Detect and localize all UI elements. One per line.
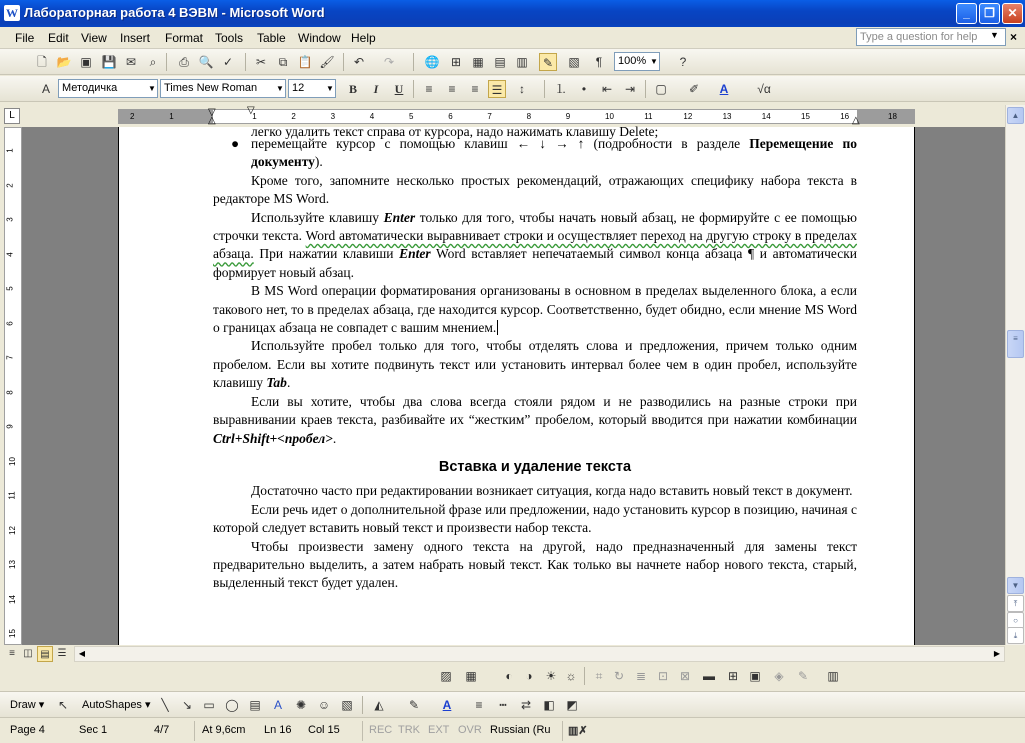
paragraph-7: Если речь идет о дополнительной фразе или предложении, надо установить курсор в позицию, начиная с которой следует вставить новый текст и произвести набор текста. (213, 501, 857, 536)
status-rec[interactable]: REC (369, 724, 393, 736)
vertical-ruler-number: 6 (5, 320, 15, 326)
select-objects-icon[interactable]: ↖ (57, 698, 69, 712)
dash-style-icon[interactable]: ┅ (499, 698, 507, 712)
ruler-number: 8 (526, 112, 532, 121)
scroll-down-icon[interactable]: ▼ (1007, 577, 1024, 594)
document-page[interactable] (118, 124, 915, 645)
columns-icon[interactable]: ▥ (516, 55, 528, 69)
p2-text-c: При нажатии клавиши (253, 246, 400, 262)
first-line-indent-marker[interactable]: ▽ (208, 107, 216, 118)
draw-menu-button[interactable]: Draw ▾ (10, 699, 45, 711)
canvas-options-icon[interactable]: ▥ (827, 669, 839, 683)
document-area (22, 124, 1005, 645)
search-icon[interactable]: ⌕ (149, 55, 157, 69)
p2-text-d: Word вставляет непечатаемый символ конца абзаца ¶ и автоматически формирует новый абзац. (213, 246, 857, 280)
p5-text-a: Если вы хотите, чтобы два слова всегда стояли рядом и не разводились на разные строки при выравнивании краев текста, разбивайте их “жестким” пробелом, который вводится при нажатии комбинации (213, 393, 857, 428)
ruler-number: 9 (565, 112, 571, 121)
recolor-icon[interactable]: ◈ (774, 669, 784, 683)
p4-text-a: Используйте пробел только для того, чтобы отделять слова и предложения, причем только одним пробелом. Если вы хотите подвинуть текст или установить интервал более чем в один пробел, используйте клавишу (213, 338, 857, 391)
select-browse-object-icon[interactable]: ○ (1007, 612, 1024, 629)
compress-icon[interactable]: ⊡ (657, 669, 669, 683)
vertical-ruler-number: 1 (5, 148, 15, 153)
menu-edit[interactable]: Edit (48, 31, 69, 45)
status-language: Russian (Ru (490, 724, 551, 736)
highlight-icon[interactable]: ✐ (688, 82, 700, 96)
p2-text-b: только для того, чтобы начать новый абзац, не формируйте с ее помощью строчки текста. (213, 209, 857, 244)
status-line: Ln 16 (264, 724, 292, 736)
edit-icon[interactable]: ✎ (797, 669, 809, 683)
close-button[interactable]: ✕ (1002, 3, 1023, 24)
line-weight-icon[interactable]: ≡ (475, 698, 483, 712)
next-page-icon[interactable]: ⤓ (1007, 627, 1024, 644)
bullets-icon[interactable]: • (581, 82, 587, 96)
word-app-icon[interactable]: W (6, 6, 18, 20)
paragraph-2 (213, 209, 857, 283)
scroll-left-icon[interactable]: ◀ (78, 649, 86, 658)
drawing-icon[interactable]: ✎ (539, 53, 557, 71)
reset-picture-icon[interactable]: ▣ (749, 669, 761, 683)
ruler-right-margin (857, 109, 915, 124)
vertical-ruler-number: 12 (7, 525, 17, 535)
print-icon[interactable]: ⎙ (179, 55, 189, 69)
format-picture-icon[interactable]: ▬ (703, 669, 715, 683)
title-bar (0, 0, 1025, 27)
vertical-ruler-number: 11 (7, 491, 17, 500)
menu-view[interactable]: View (81, 31, 107, 45)
right-indent-marker[interactable]: △ (852, 115, 860, 126)
horizontal-scroll-row (0, 645, 1025, 663)
rotate-icon[interactable]: ↻ (613, 669, 625, 683)
p2-grammar-flag: Word автоматически выравнивает строки и осуществляет переход на другую строку в пределах абзаца. (213, 228, 858, 262)
help-dropdown-icon[interactable]: ▼ (990, 30, 999, 40)
more-brightness-icon[interactable]: ☀ (545, 669, 557, 683)
ruler-number: 16 (840, 112, 850, 121)
hanging-indent-marker[interactable]: ▽ (247, 105, 255, 116)
bold-icon[interactable]: B (348, 82, 357, 96)
previous-page-icon[interactable]: ⤒ (1007, 595, 1024, 612)
italic-icon[interactable]: I (373, 82, 379, 96)
paragraph-3 (213, 282, 857, 337)
picture-toolbar (0, 663, 1025, 689)
undo-icon[interactable]: ↶ (353, 55, 365, 69)
shadow-icon[interactable]: ◧ (543, 698, 555, 712)
vertical-ruler[interactable] (4, 127, 22, 645)
format-painter-icon[interactable]: 🖌 (319, 55, 335, 69)
equation-icon[interactable]: √α (757, 82, 771, 96)
ruler-number: 5 (409, 112, 414, 121)
text-wrap-icon[interactable]: ⊠ (679, 669, 691, 683)
ruler-number: 18 (888, 112, 897, 121)
standard-toolbar (0, 49, 1025, 75)
more-contrast-icon[interactable]: ◐ (505, 669, 513, 683)
p5-text-b: . (332, 430, 337, 446)
font-size-select[interactable]: 12 (288, 79, 336, 98)
ruler-number: 7 (487, 112, 492, 121)
document-text[interactable] (213, 124, 858, 593)
p2-text-a: Используйте клавишу (251, 209, 384, 225)
line-icon[interactable]: ╲ (161, 698, 169, 712)
status-page: Page 4 (10, 724, 45, 736)
line-spacing-icon[interactable]: ↕ (519, 82, 525, 96)
menu-table[interactable]: Table (257, 31, 286, 45)
bullet-bold-link: Перемещение по документу (251, 136, 857, 170)
arrow-icon[interactable]: ↘ (181, 698, 193, 712)
document-map-icon[interactable]: ▧ (568, 55, 580, 69)
ruler-number: 1 (252, 112, 257, 121)
permission-icon[interactable]: ▣ (80, 55, 92, 69)
status-trk[interactable]: TRK (398, 724, 420, 736)
less-brightness-icon[interactable]: ☼ (565, 669, 577, 683)
crop-icon[interactable]: ⌗ (595, 669, 603, 683)
bullet-item (213, 135, 857, 172)
text-box-icon[interactable]: ▤ (249, 698, 261, 712)
arrow-style-icon[interactable]: ⇄ (520, 698, 532, 712)
drawing-toolbar (0, 691, 1025, 717)
tables-borders-icon[interactable]: ⊞ (450, 55, 462, 69)
font-color-icon[interactable]: A (719, 82, 729, 96)
spelling-icon[interactable]: ✓ (222, 55, 234, 69)
cut-off-line: легко удалить текст справа от курсора, надо нажимать клавишу Delete; (251, 124, 659, 139)
email-icon[interactable]: ✉ (125, 55, 137, 69)
paragraph-6: Достаточно часто при редактировании возникает ситуация, когда надо вставить новый текст в документ. (251, 483, 853, 499)
text-cursor (497, 320, 498, 335)
justify-icon[interactable]: ☰ (488, 80, 506, 98)
clip-art-icon[interactable]: ☺ (317, 698, 331, 712)
print-layout-icon[interactable]: ▤ (37, 646, 53, 662)
restore-button[interactable]: ❐ (979, 3, 1000, 24)
status-ovr[interactable]: OVR (458, 724, 482, 736)
ruler-number: 2 (291, 112, 296, 121)
scroll-right-icon[interactable]: ▶ (993, 649, 1001, 658)
menu-file[interactable]: File (15, 31, 35, 45)
status-ext[interactable]: EXT (428, 724, 450, 736)
paragraph-5 (213, 393, 857, 448)
cut-icon[interactable]: ✂ (255, 55, 267, 69)
style-dropdown-icon[interactable]: ▼ (148, 84, 156, 93)
redo-icon[interactable]: ↷ (383, 55, 395, 69)
font-size-dropdown-icon[interactable]: ▼ (326, 84, 334, 93)
vertical-ruler-number: 10 (7, 456, 17, 466)
p2-key-enter-2: Enter (399, 246, 431, 262)
style-select[interactable]: Методичка (58, 79, 158, 98)
document-close-icon[interactable]: × (1010, 30, 1018, 44)
set-transparent-icon[interactable]: ⊞ (727, 669, 739, 683)
picture-icon[interactable]: ▧ (341, 698, 353, 712)
vertical-ruler-number: 13 (7, 560, 17, 569)
p3-text: В MS Word операции форматирования организованы в основном в пределах выделенного блока, а если такового нет, то в пределах абзаца, где находится курсор. Соответственно, будет обидно, если мнение MS Word о границах абзаца не совпадет с вашим мнением. (213, 283, 857, 336)
increase-indent-icon[interactable]: ⇥ (624, 82, 636, 96)
section-heading: Вставка и удаление текста (438, 458, 632, 475)
p2-key-enter: Enter (383, 209, 416, 225)
formatting-toolbar (0, 76, 1025, 102)
oval-icon[interactable]: ◯ (225, 698, 239, 712)
vertical-ruler-number: 14 (7, 594, 17, 604)
paragraph-1: Кроме того, запомните несколько простых рекомендаций, отражающих специфику набора текста в редакторе MS Word. (213, 172, 857, 207)
ruler-number: 10 (605, 112, 614, 121)
window-title: Лабораторная работа 4 ВЭВМ - Microsoft Word (24, 5, 325, 20)
status-column: Col 15 (308, 724, 340, 736)
scroll-thumb[interactable]: ≡ (1007, 330, 1024, 358)
help-search-input[interactable]: Type a question for help (856, 28, 1006, 46)
left-indent-marker[interactable]: △ (208, 115, 216, 126)
horizontal-ruler[interactable] (118, 109, 915, 124)
p4-text-b: . (286, 375, 291, 391)
font-select[interactable]: Times New Roman (160, 79, 286, 98)
horizontal-scrollbar[interactable] (74, 646, 1005, 662)
hyperlink-icon[interactable]: 🌐 (424, 55, 440, 69)
tab-selector-icon[interactable]: L (4, 108, 20, 124)
vertical-ruler-number: 8 (5, 389, 15, 395)
line-style-icon[interactable]: ≣ (635, 669, 647, 683)
show-hide-icon[interactable]: ¶ (595, 55, 603, 69)
underline-icon[interactable]: U (394, 82, 404, 96)
insert-picture-icon[interactable]: ▨ (440, 669, 452, 683)
insert-excel-icon[interactable]: ▤ (494, 55, 506, 69)
draw-font-color-icon[interactable]: A (442, 698, 452, 712)
rectangle-icon[interactable]: ▭ (203, 698, 215, 712)
autoshapes-label: AutoShapes (82, 699, 142, 711)
web-layout-icon[interactable]: ◫ (23, 648, 33, 659)
minimize-button[interactable]: _ (956, 3, 977, 24)
paragraph-4 (213, 337, 857, 392)
vertical-ruler-number: 7 (5, 355, 15, 360)
color-icon[interactable]: ▦ (465, 669, 477, 683)
menu-format[interactable]: Format (165, 31, 204, 45)
paste-icon[interactable]: 📋 (297, 55, 313, 69)
align-right-icon[interactable]: ≡ (471, 82, 479, 96)
menu-tools[interactable]: Tools (215, 31, 244, 45)
diagram-icon[interactable]: ✺ (295, 698, 307, 712)
fill-color-icon[interactable]: ◭ (374, 698, 384, 712)
status-bar (0, 717, 1025, 743)
vertical-ruler-number: 2 (5, 182, 15, 188)
styles-icon[interactable]: A (41, 82, 50, 96)
vertical-ruler-number: 15 (7, 629, 17, 638)
new-document-icon[interactable]: 🗋 (37, 55, 47, 69)
line-color-icon[interactable]: ✎ (408, 698, 420, 712)
ruler-number: 6 (448, 112, 453, 121)
outline-view-icon[interactable]: ☰ (57, 648, 67, 659)
less-contrast-icon[interactable]: ◑ (525, 669, 533, 683)
vertical-scrollbar[interactable] (1005, 105, 1025, 645)
bullet-end: ). (314, 154, 323, 170)
ruler-number: 4 (369, 112, 375, 121)
autoshapes-menu-button[interactable]: AutoShapes ▾ (82, 699, 151, 711)
scroll-up-icon[interactable]: ▲ (1007, 107, 1024, 124)
status-page-count: 4/7 (154, 724, 170, 736)
ruler-number: 11 (644, 112, 653, 121)
zoom-dropdown-icon[interactable]: ▼ (650, 57, 658, 66)
status-section: Sec 1 (79, 724, 108, 736)
bullet-dot: ● (231, 136, 240, 151)
ruler-number: 3 (330, 112, 336, 121)
status-position: At 9,6cm (202, 724, 246, 736)
ruler-number: 13 (722, 112, 732, 121)
spelling-status-icon[interactable]: ▥✗ (568, 725, 588, 737)
font-dropdown-icon[interactable]: ▼ (276, 84, 284, 93)
numbering-icon[interactable]: ⒈ (554, 82, 567, 96)
p4-key-tab: Tab (266, 375, 287, 391)
wordart-icon[interactable]: A (273, 698, 282, 712)
save-icon[interactable]: 💾 (101, 55, 117, 69)
vertical-ruler-number: 5 (5, 286, 15, 291)
borders-icon[interactable]: ▢ (655, 82, 667, 96)
bullet-text: перемещайте курсор с помощью клавиш ← ↓ → ↑ (подробности в разделе (251, 136, 750, 151)
paragraph-8: Чтобы произвести замену одного текста на другой, надо предназначенный для замены текст предварительно выделить, а затем набрать новый текст. Как только вы начнете набор нового текста, старый, выделенный текст будет удален. (213, 538, 857, 591)
decrease-indent-icon[interactable]: ⇤ (601, 82, 613, 96)
insert-table-icon[interactable]: ▦ (472, 55, 484, 69)
print-preview-icon[interactable]: 🔍 (198, 55, 214, 69)
zoom-select[interactable]: 100% (614, 52, 660, 71)
ruler-number: 14 (761, 112, 771, 121)
vertical-ruler-number: 3 (5, 217, 15, 222)
align-center-icon[interactable]: ≡ (448, 82, 456, 96)
ruler-number: 15 (801, 112, 810, 121)
align-left-icon[interactable]: ≡ (425, 82, 433, 96)
vertical-ruler-number: 4 (5, 251, 15, 257)
help-icon[interactable]: ? (679, 55, 687, 69)
p5-key-combo: Ctrl+Shift+<пробел> (213, 430, 333, 446)
menu-window[interactable]: Window (298, 31, 341, 45)
ruler-number: 12 (683, 112, 693, 121)
3d-style-icon[interactable]: ◩ (566, 698, 578, 712)
draw-label: Draw (10, 699, 36, 711)
normal-view-icon[interactable]: ≡ (9, 648, 15, 659)
ruler-number: 2 (130, 112, 135, 121)
vertical-ruler-number: 9 (5, 424, 15, 429)
open-icon[interactable]: 📂 (56, 55, 72, 69)
ruler-number: 1 (169, 112, 174, 121)
copy-icon[interactable]: ⧉ (278, 55, 288, 69)
menu-help[interactable]: Help (351, 31, 376, 45)
menu-insert[interactable]: Insert (120, 31, 151, 45)
